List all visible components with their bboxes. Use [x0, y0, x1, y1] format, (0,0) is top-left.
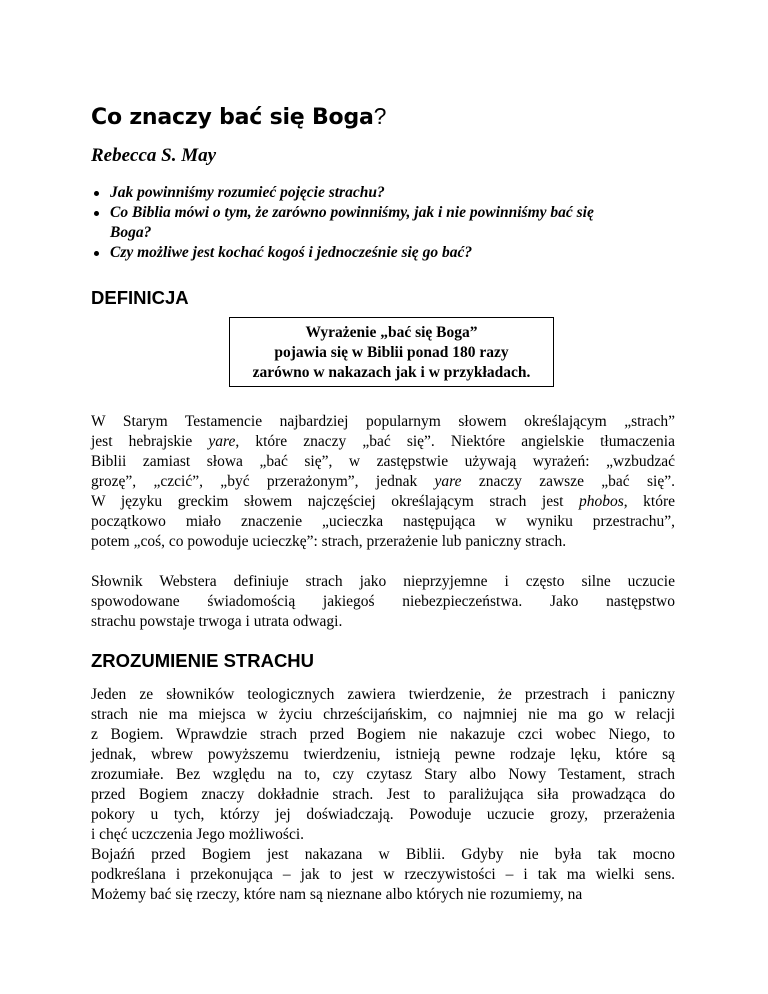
text-line: potem „coś, co powoduje ucieczkę”: strach, przerażenie lub paniczny strach. — [91, 533, 567, 550]
text-line: jednak, wbrew powyższemu twierdzeniu, istnieją pewne rodzaje lęku, które są — [91, 746, 675, 763]
text-line: Możemy bać się rzeczy, które nam są nieznane albo których nie rozumiemy, na — [91, 886, 583, 903]
text-line: z Bogiem. Wprawdzie strach przed Bogiem nie nakazuje czci wobec Niego, to — [91, 726, 675, 743]
paragraph-hebrew-greek — [91, 412, 675, 552]
callout-box — [229, 317, 554, 387]
callout-line: zarówno w nakazach jak i w przykładach. — [252, 364, 531, 381]
section-heading-zrozumienie-strachu: ZROZUMIENIE STRACHU — [91, 650, 315, 671]
list-item: Co Biblia mówi o tym, że zarówno powinniśmy, jak i nie powinniśmy bać się Boga? — [91, 203, 691, 243]
text-line: strach nie ma miejsca w życiu chrześcijańskim, co najmniej nie ma go w relacji — [91, 706, 675, 723]
author-name: Rebecca S. May — [91, 145, 217, 166]
text-line: przed Bogiem znaczy dokładnie strach. Jest to paraliżująca siła prowadząca do — [91, 786, 675, 803]
text-line: Jeden ze słowników teologicznych zawiera twierdzenie, że przestrach i paniczny — [91, 686, 675, 703]
text-line: podkreślana i przekonująca – jak to jest w rzeczywistości – i tak ma wielki sens. — [91, 866, 675, 883]
title-question-mark: ? — [373, 103, 387, 129]
list-item: Jak powinniśmy rozumieć pojęcie strachu? — [91, 183, 691, 203]
text-line: i chęć uczczenia Jego możliwości. — [91, 826, 305, 843]
callout-line: Wyrażenie „bać się Boga” — [305, 324, 478, 341]
callout-line: pojawia się w Biblii ponad 180 razy — [274, 344, 509, 361]
list-item: Czy możliwe jest kochać kogoś i jednocześnie się go bać? — [91, 243, 691, 263]
text-line: zrozumiałe. Bez względu na to, czy czytasz Stary albo Nowy Testament, strach — [91, 766, 675, 783]
paragraph-fear-commanded — [91, 845, 675, 905]
text-line: W języku greckim słowem najczęściej określającym strach jest phobos, które — [91, 493, 675, 510]
text-line: pokory u tych, którzy jej doświadczają. Powoduje uczucie grozy, przerażenia — [91, 806, 675, 823]
text-line: W Starym Testamencie najbardziej popularnym słowem określającym „strach” — [91, 413, 675, 430]
text-line: Bojaźń przed Bogiem jest nakazana w Biblii. Gdyby nie była tak mocno — [91, 846, 675, 863]
text-line: grozę”, „czcić”, „być przerażonym”, jednak yare znaczy zawsze „bać się”. — [91, 473, 675, 490]
question-list — [91, 183, 691, 263]
text-line: strachu powstaje trwoga i utrata odwagi. — [91, 613, 343, 630]
text-line: Słownik Webstera definiuje strach jako nieprzyjemne i często silne uczucie — [91, 573, 675, 590]
page-title — [91, 103, 386, 130]
text-line: jest hebrajskie yare, które znaczy „bać się”. Niektóre angielskie tłumaczenia — [91, 433, 675, 450]
title-text: Co znaczy bać się Boga — [91, 105, 374, 130]
paragraph-webster — [91, 572, 675, 632]
paragraph-theological-dictionary — [91, 685, 675, 845]
text-line: początkowo miało znaczenie „ucieczka następująca w wyniku przestrachu”, — [91, 513, 675, 530]
text-line: spowodowane świadomością jakiegoś niebezpieczeństwa. Jako następstwo — [91, 593, 675, 610]
text-line: Biblii zamiast słowa „bać się”, w zastępstwie używają wyrażeń: „wzbudzać — [91, 453, 675, 470]
section-heading-definicja: DEFINICJA — [91, 287, 189, 308]
